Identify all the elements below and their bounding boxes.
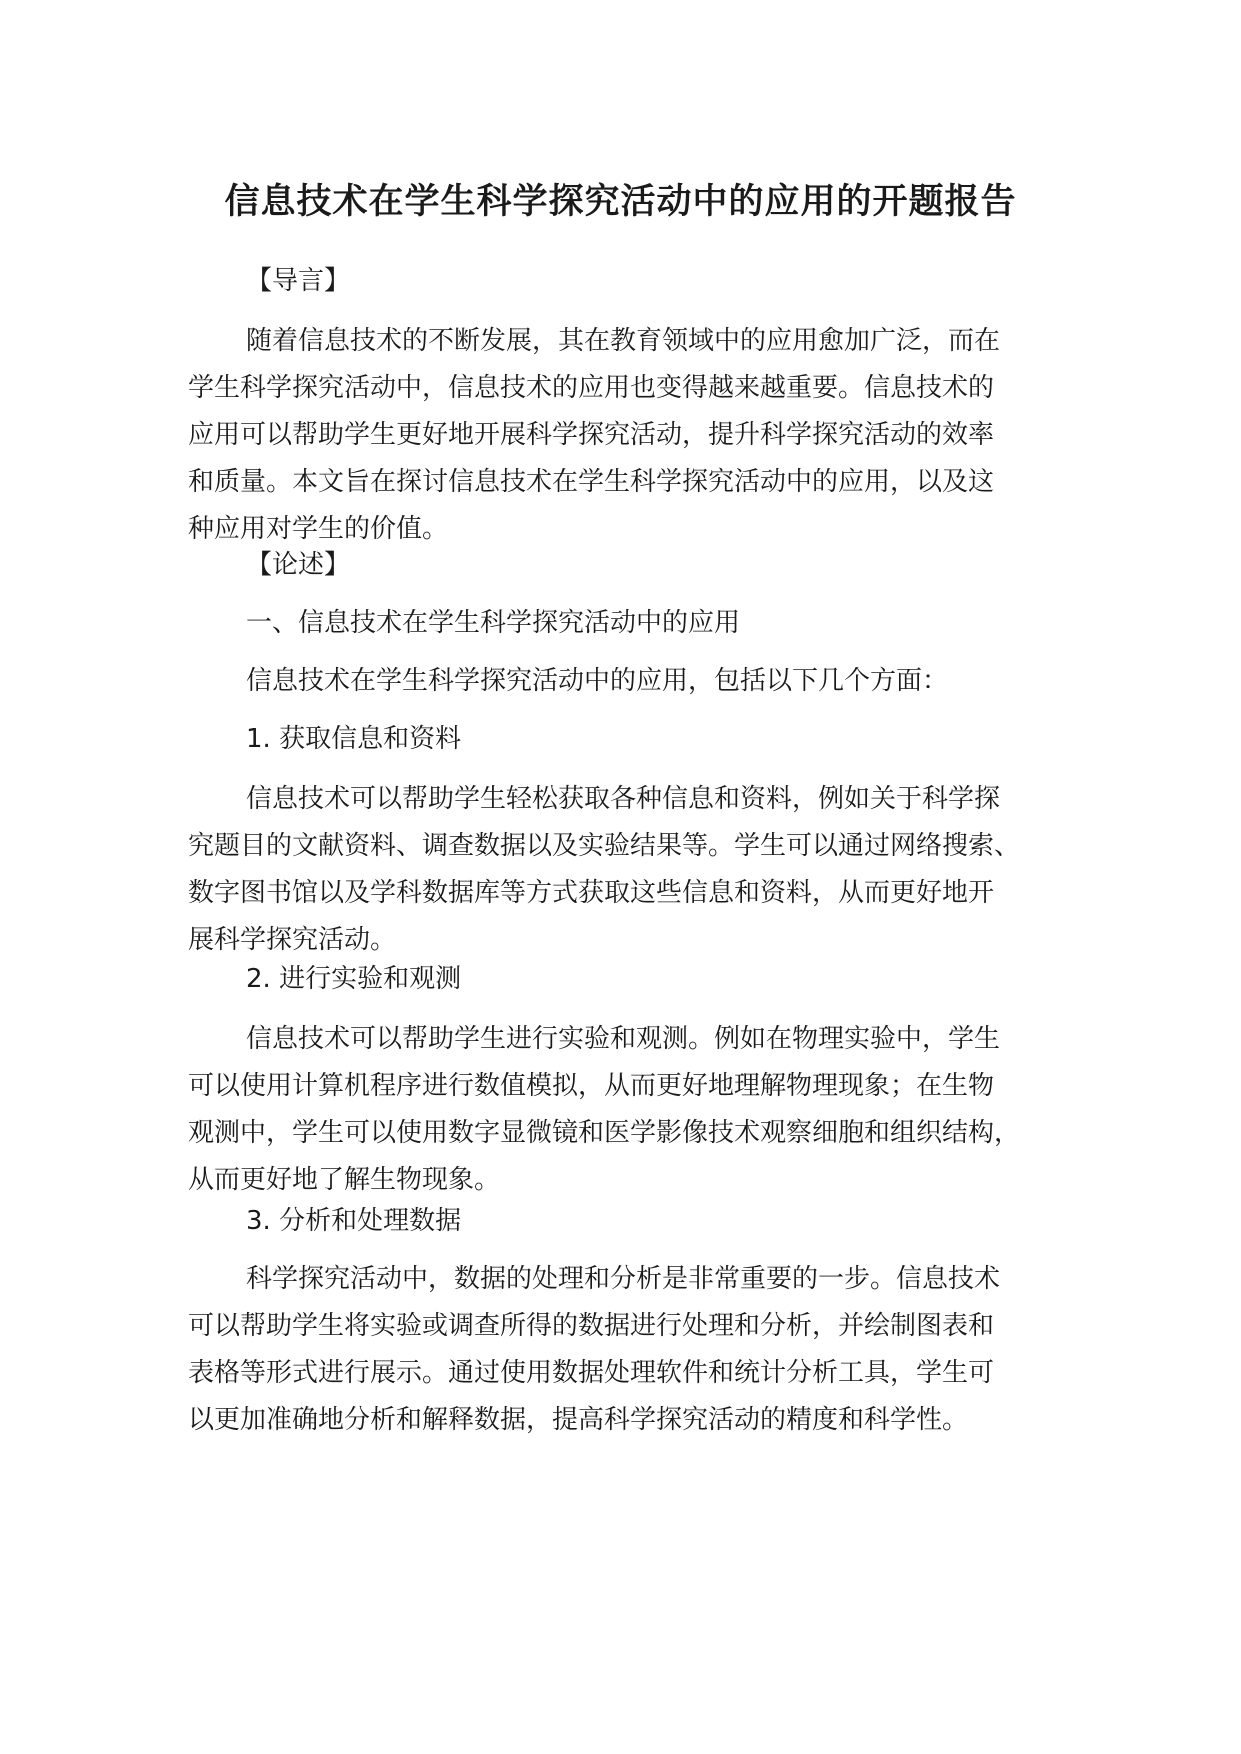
item3-line: 以更加准确地分析和解释数据，提高科学探究活动的精度和科学性。 [188, 1405, 969, 1435]
intro-line: 和质量。本文旨在探讨信息技术在学生科学探究活动中的应用，以及这 [188, 467, 995, 497]
item3-line: 科学探究活动中，数据的处理和分析是非常重要的一步。信息技术 [246, 1264, 1001, 1294]
item3-line: 表格等形式进行展示。通过使用数据处理软件和统计分析工具，学生可 [188, 1358, 995, 1388]
item2-line: 信息技术可以帮助学生进行实验和观测。例如在物理实验中，学生 [246, 1024, 1001, 1054]
section1-heading: 一、信息技术在学生科学探究活动中的应用 [246, 608, 741, 638]
intro-line: 应用可以帮助学生更好地开展科学探究活动，提升科学探究活动的效率 [188, 420, 995, 450]
item1-line: 数字图书馆以及学科数据库等方式获取这些信息和资料，从而更好地开 [188, 878, 995, 908]
document-title: 信息技术在学生科学探究活动中的应用的开题报告 [224, 182, 1017, 222]
item2-paragraph [188, 1016, 1044, 1204]
item2-line: 可以使用计算机程序进行数值模拟，从而更好地理解物理现象；在生物 [188, 1071, 995, 1101]
discussion-heading: 【论述】 [246, 550, 351, 580]
intro-paragraph [188, 318, 1044, 553]
item2-line: 从而更好地了解生物现象。 [188, 1165, 501, 1195]
item1-paragraph [188, 776, 1044, 964]
item3-paragraph [188, 1256, 1044, 1444]
item3-heading: 3. 分析和处理数据 [246, 1206, 462, 1236]
intro-heading: 【导言】 [246, 266, 351, 296]
intro-line: 随着信息技术的不断发展，其在教育领域中的应用愈加广泛，而在 [246, 326, 1001, 356]
item1-line: 展科学探究活动。 [188, 925, 397, 955]
item3-line: 可以帮助学生将实验或调查所得的数据进行处理和分析，并绘制图表和 [188, 1311, 995, 1341]
item1-line: 信息技术可以帮助学生轻松获取各种信息和资料，例如关于科学探 [246, 784, 1001, 814]
item1-line: 究题目的文献资料、调查数据以及实验结果等。学生可以通过网络搜索、 [188, 831, 1021, 861]
intro-line: 学生科学探究活动中，信息技术的应用也变得越来越重要。信息技术的 [188, 373, 995, 403]
item2-heading: 2. 进行实验和观测 [246, 964, 462, 994]
item2-line: 观测中，学生可以使用数字显微镜和医学影像技术观察细胞和组织结构， [188, 1118, 1021, 1148]
section1-intro: 信息技术在学生科学探究活动中的应用，包括以下几个方面： [246, 666, 949, 696]
intro-line: 种应用对学生的价值。 [188, 514, 449, 544]
item1-heading: 1. 获取信息和资料 [246, 724, 462, 754]
